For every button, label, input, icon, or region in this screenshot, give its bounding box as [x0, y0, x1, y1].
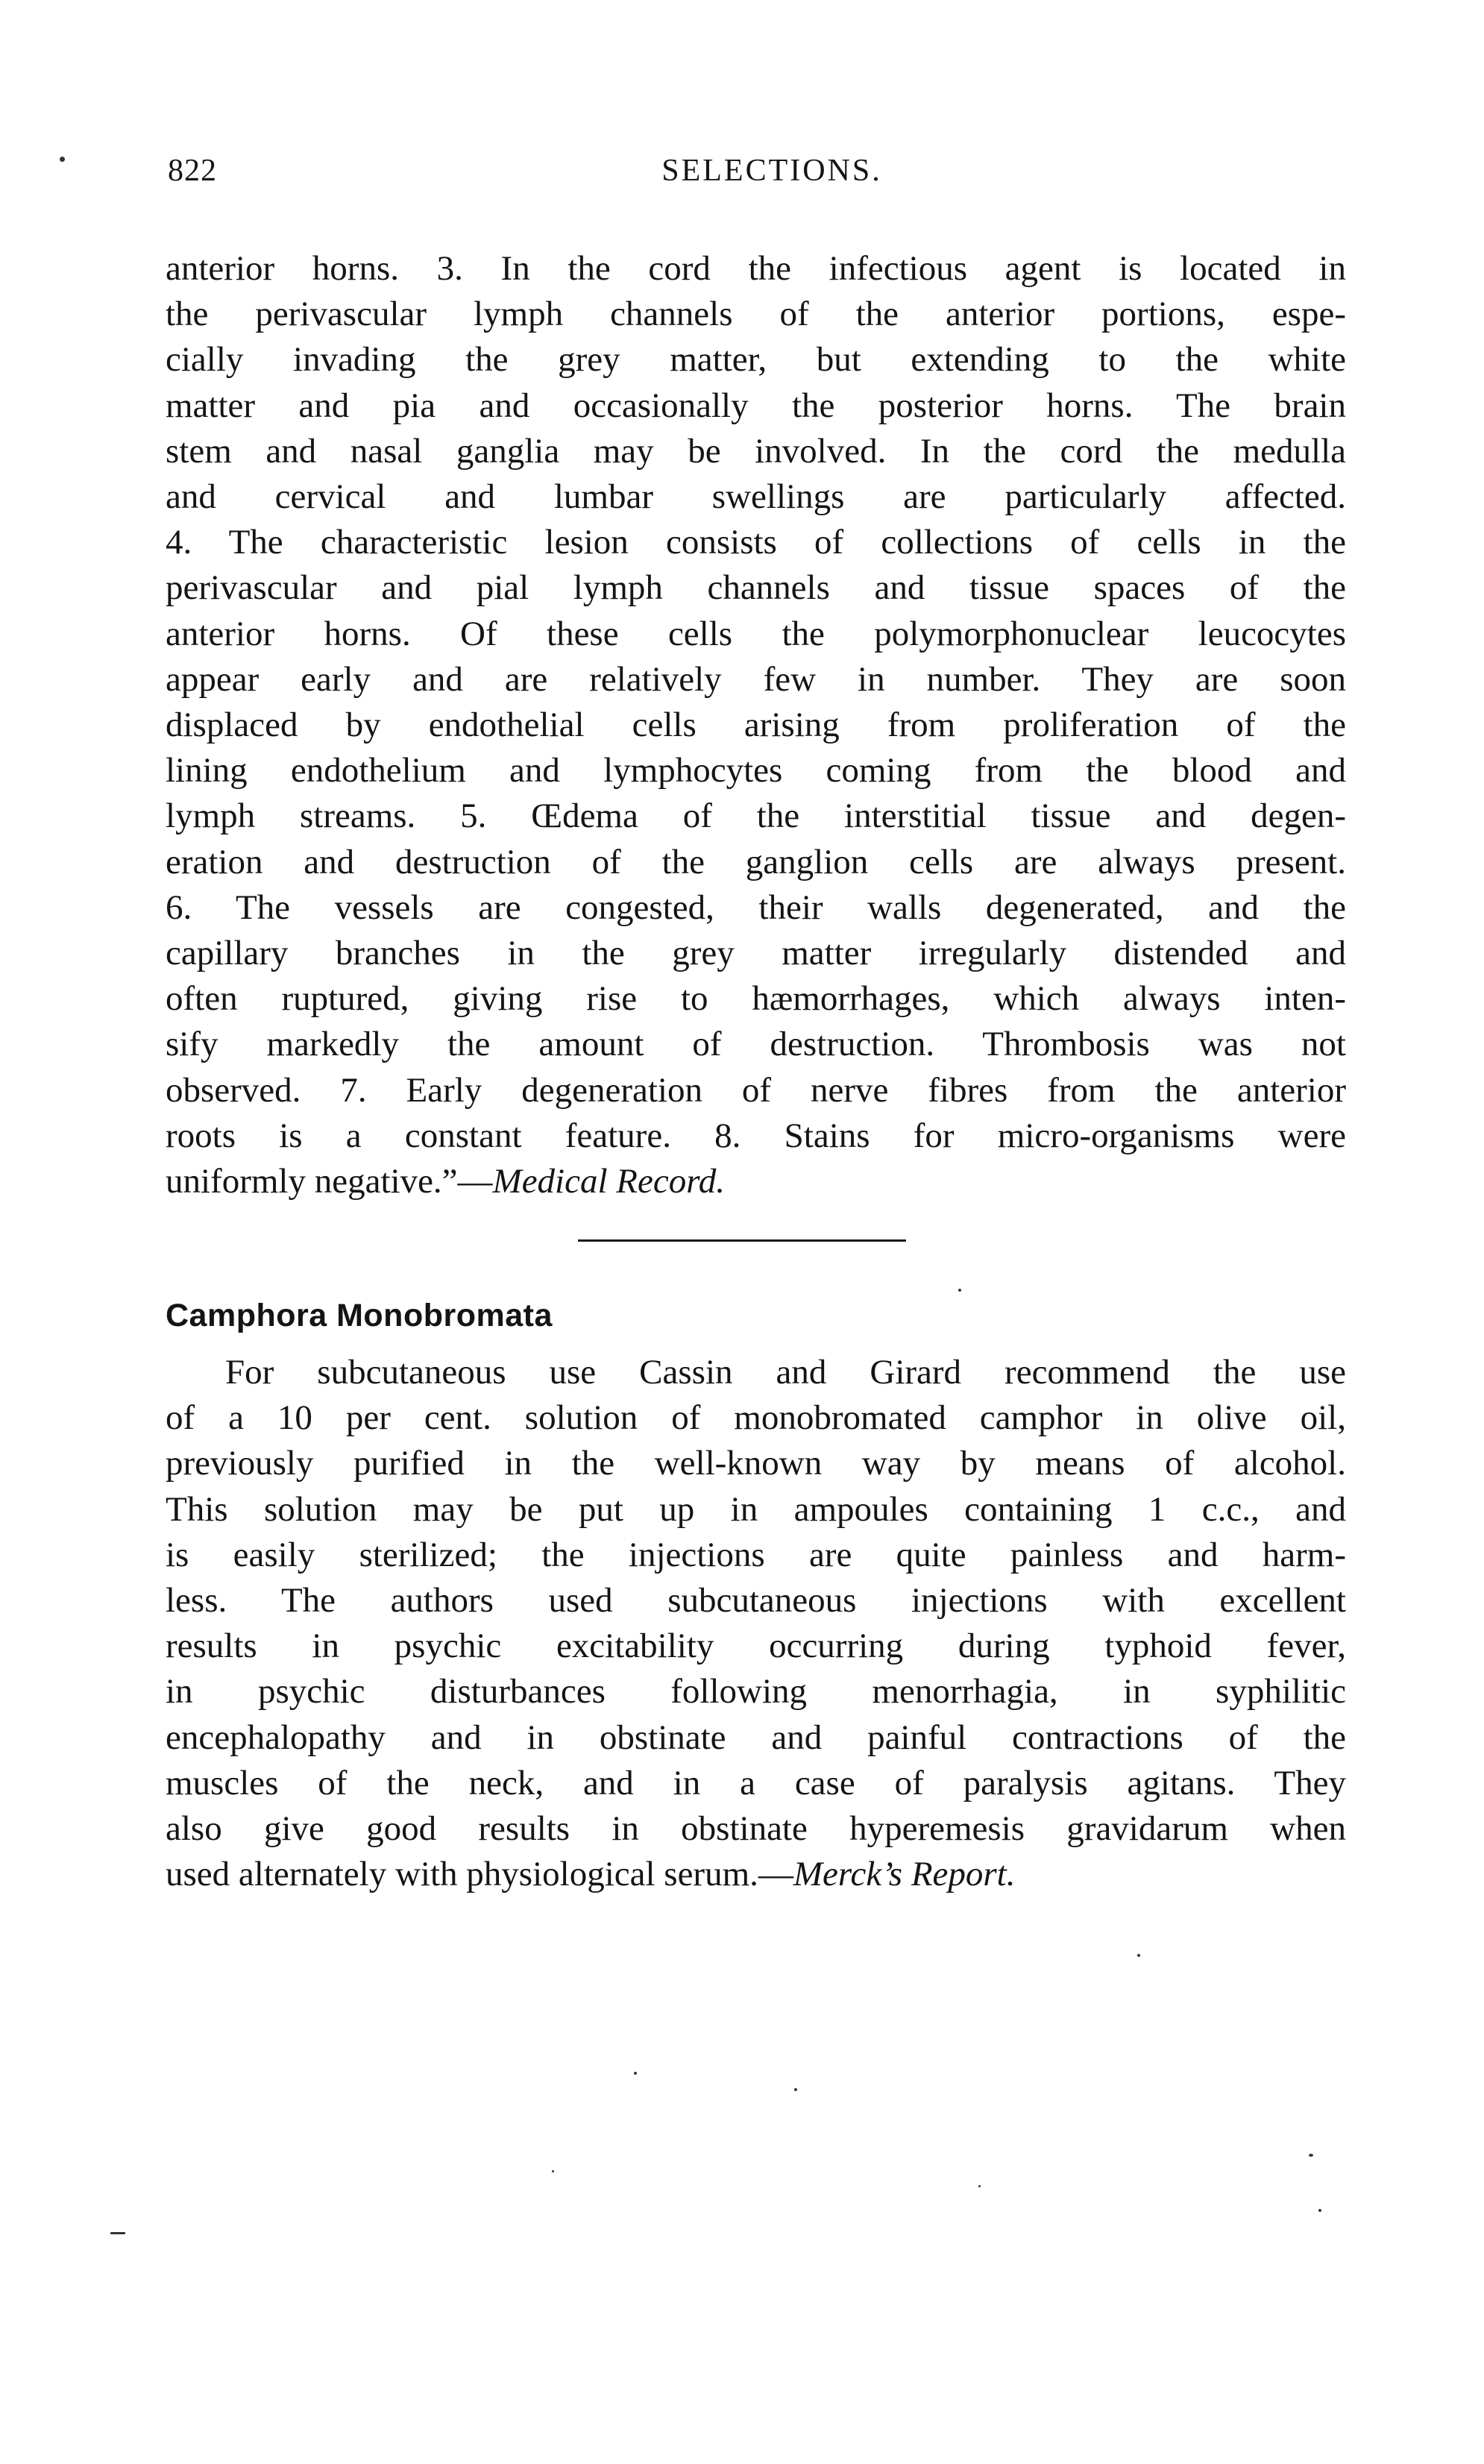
- text-line: eration and destruction of the ganglion cells are always present.: [166, 842, 1346, 881]
- text-line: anterior horns. 3. In the cord the infectious agent is located in: [166, 249, 1346, 288]
- text-line: is easily sterilized; the injections are quite painless and harm-: [166, 1535, 1346, 1574]
- page-number: 822: [168, 154, 217, 188]
- source-citation: Medical Record.: [492, 1162, 726, 1201]
- text-line: This solution may be put up in ampoules containing 1 c.c., and: [166, 1489, 1346, 1529]
- scan-speck: [110, 2232, 125, 2234]
- text-line: also give good results in obstinate hyperemesis gravidarum when: [166, 1809, 1346, 1849]
- section-divider: [578, 1239, 906, 1242]
- text-line: capillary branches in the grey matter irregularly distended and: [166, 934, 1346, 973]
- text-line-last: [166, 1159, 1346, 1204]
- text-line: previously purified in the well-known way by means of alcohol.: [166, 1444, 1346, 1483]
- text-line: displaced by endothelial cells arising from proliferation of the: [166, 705, 1346, 745]
- text-line: of a 10 per cent. solution of monobromated camphor in olive oil,: [166, 1398, 1346, 1438]
- scan-speck: [1318, 2209, 1321, 2212]
- text-line: often ruptured, giving rise to hæmorrhages, which always inten-: [166, 979, 1346, 1019]
- text-line: matter and pia and occasionally the posterior horns. The brain: [166, 386, 1346, 425]
- text-line: 4. The characteristic lesion consists of collections of cells in the: [166, 523, 1346, 562]
- closing-text: uniformly negative.”—: [166, 1162, 493, 1201]
- text-line: appear early and are relatively few in number. They are soon: [166, 659, 1346, 699]
- text-line: less. The authors used subcutaneous injections with excellent: [166, 1581, 1346, 1621]
- text-line: the perivascular lymph channels of the anterior portions, espe-: [166, 295, 1346, 334]
- text-line: perivascular and pial lymph channels and tissue spaces of the: [166, 568, 1346, 608]
- scan-speck: [1309, 2154, 1313, 2157]
- text-line: roots is a constant feature. 8. Stains for micro-organisms were: [166, 1116, 1346, 1155]
- text-line: For subcutaneous use Cassin and Girard recommend the use: [225, 1353, 1346, 1392]
- text-line: in psychic disturbances following menorrhagia, in syphilitic: [166, 1672, 1346, 1712]
- text-line: 6. The vessels are congested, their walls degenerated, and the: [166, 887, 1346, 927]
- text-line: lymph streams. 5. Œdema of the interstitial tissue and degen-: [166, 796, 1346, 836]
- section-heading: Camphora Monobromata: [166, 1298, 553, 1333]
- article-camphora: [166, 1350, 1346, 1897]
- text-line: anterior horns. Of these cells the polymorphonuclear leucocytes: [166, 614, 1346, 653]
- scan-speck: [634, 2072, 637, 2075]
- text-line: observed. 7. Early degeneration of nerve fibres from the anterior: [166, 1070, 1346, 1110]
- page-header: [168, 153, 1376, 198]
- text-line-last: [166, 1852, 1346, 1897]
- text-line: encephalopathy and in obstinate and painful contractions of the: [166, 1717, 1346, 1757]
- text-line: and cervical and lumbar swellings are particularly affected.: [166, 477, 1346, 517]
- text-line: stem and nasal ganglia may be involved. In the cord the medulla: [166, 431, 1346, 471]
- scan-speck: [958, 1289, 961, 1292]
- scan-speck: [1137, 1954, 1140, 1957]
- text-line: sify markedly the amount of destruction. Thrombosis was not: [166, 1025, 1346, 1064]
- text-line: cially invading the grey matter, but extending to the white: [166, 340, 1346, 380]
- scan-speck: [60, 157, 65, 162]
- article-medical-record: [166, 246, 1346, 1204]
- text-line: results in psychic excitability occurring during typhoid fever,: [166, 1627, 1346, 1666]
- text-line: lining endothelium and lymphocytes coming from the blood and: [166, 751, 1346, 791]
- closing-text: used alternately with physiological serum.—: [166, 1855, 793, 1894]
- running-head: SELECTIONS.: [661, 154, 882, 188]
- scan-speck: [552, 2170, 554, 2172]
- source-citation: Merck’s Report.: [793, 1855, 1016, 1894]
- text-line: muscles of the neck, and in a case of paralysis agitans. They: [166, 1763, 1346, 1803]
- scan-speck: [978, 2185, 981, 2187]
- scan-speck: [794, 2088, 797, 2091]
